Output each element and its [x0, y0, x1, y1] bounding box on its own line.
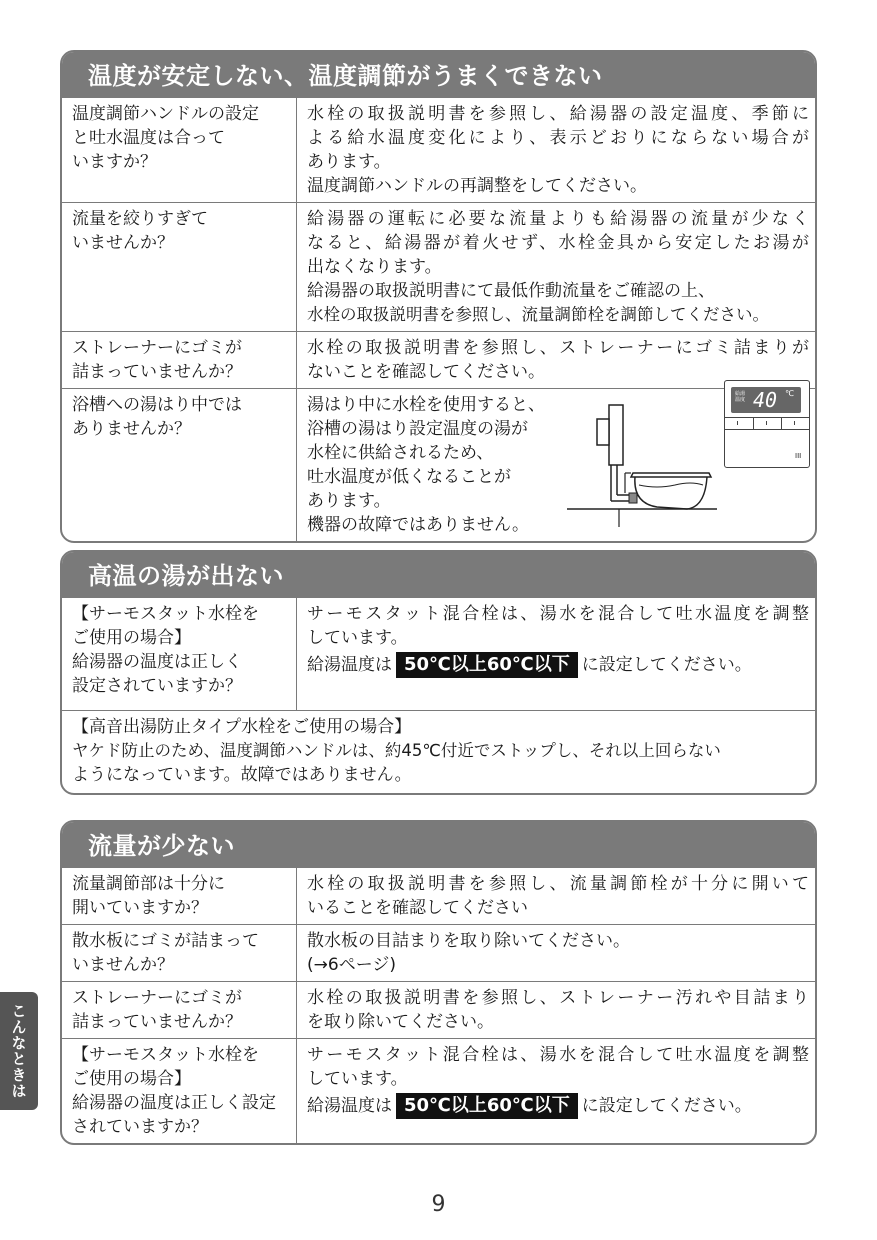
question-cell: ストレーナーにゴミが 詰まっていませんか？ [62, 982, 297, 1039]
temperature-range-badge: 50℃以上60℃以下 [396, 1093, 578, 1119]
troubleshoot-table [62, 868, 815, 1143]
question-cell: 浴槽への湯はり中では ありませんか？ [62, 389, 297, 542]
remote-button-icon [737, 421, 738, 425]
hot-water-setting-line: 給湯温度は 50℃以上60℃以下 に設定してください。 [307, 652, 809, 678]
remote-unit: ℃ [785, 389, 794, 398]
table-row [62, 598, 815, 710]
troubleshoot-table [62, 598, 815, 710]
section-title: 温度が安定しない、温度調節がうまくできない [62, 52, 815, 98]
table-row [62, 925, 815, 982]
remote-controller-panel [724, 380, 810, 468]
table-row [62, 389, 815, 542]
remote-display-label: 給湯温度 [735, 391, 746, 403]
answer-cell: 水栓の取扱説明書を参照し、ストレーナーにゴミ詰まりが ないことを確認してください。 [297, 332, 816, 389]
remote-temperature: 40 [753, 388, 778, 412]
table-row [62, 868, 815, 925]
temperature-range-badge: 50℃以上60℃以下 [396, 652, 578, 678]
answer-cell: 水栓の取扱説明書を参照し、流量調節栓が十分に開いて いることを確認してください [307, 874, 809, 918]
question-cell: 散水板にゴミが詰まって いませんか？ [62, 925, 297, 982]
answer-cell: サーモスタット混合栓は、湯水を混合して吐水温度を調整 しています。 給湯温度は 50℃以上60℃以下 に設定してください。 [297, 1039, 816, 1144]
answer-cell: 水栓の取扱説明書を参照し、ストレーナー汚れや目詰まり を取り除いてください。 [297, 982, 816, 1039]
troubleshoot-table [62, 98, 815, 541]
remote-indicator-icon: III [795, 452, 802, 460]
section-temperature-unstable [60, 50, 817, 543]
answer-cell: 散水板の目詰まりを取り除いてください。 (→6ページ) [297, 925, 816, 982]
question-cell: 【サーモスタット水栓を ご使用の場合】 給湯器の温度は正しく設定 されていますか？ [62, 1039, 297, 1144]
question-cell: 流量調節部は十分に 開いていますか？ [62, 868, 297, 925]
remote-button-icon [794, 421, 795, 425]
table-row [62, 332, 815, 389]
hot-water-setting-line: 給湯温度は 50℃以上60℃以下 に設定してください。 [307, 1093, 809, 1119]
remote-button-icon [766, 421, 767, 425]
table-row [62, 982, 815, 1039]
section-title: 流量が少ない [62, 822, 815, 868]
answer-cell: 給湯器の運転に必要な流量よりも給湯器の流量が少なく なると、給湯器が着火せず、水栓金具から安定したお湯が 出なくなります。 給湯器の取扱説明書にて最低作動流量をご確認の上、 水栓の取扱説明書を参照し、流量調節栓を調節してください。 [297, 203, 816, 332]
page-number: 9 [431, 1192, 446, 1217]
question-cell: ストレーナーにゴミが 詰まっていませんか？ [62, 332, 297, 389]
answer-cell: サーモスタット混合栓は、湯水を混合して吐水温度を調整 しています。 給湯温度は 50℃以上60℃以下 に設定してください。 [297, 598, 816, 710]
question-cell: 【サーモスタット水栓を ご使用の場合】 給湯器の温度は正しく 設定されていますか？ [62, 598, 297, 710]
table-row [62, 203, 815, 332]
table-row [62, 1039, 815, 1144]
section-title: 高温の湯が出ない [62, 552, 815, 598]
table-row [62, 98, 815, 203]
answer-cell: 湯はり中に水栓を使用すると、 浴槽の湯はり設定温度の湯が 水栓に供給されるため、 吐水温度が低くなることが あります。 機器の故障ではありません。 [297, 389, 816, 542]
answer-cell: 水栓の取扱説明書を参照し、給湯器の設定温度、季節に よる給水温度変化により、表示どおりにならない場合が あります。 温度調節ハンドルの再調整をしてください。 [307, 104, 809, 196]
question-cell: 温度調節ハンドルの設定 と吐水温度は合って いますか？ [62, 98, 297, 203]
question-cell: 流量を絞りすぎて いませんか？ [62, 203, 297, 332]
note-row: 【高音出湯防止タイプ水栓をご使用の場合】 ヤケド防止のため、温度調節ハンドルは、約45℃付近でストップし、それ以上回らない ようになっています。故障ではありません。 [62, 710, 815, 793]
side-index-tab: こんなときは [0, 992, 38, 1110]
section-low-flow [60, 820, 817, 1145]
section-no-hot-water [60, 550, 817, 795]
remote-display [731, 387, 801, 413]
